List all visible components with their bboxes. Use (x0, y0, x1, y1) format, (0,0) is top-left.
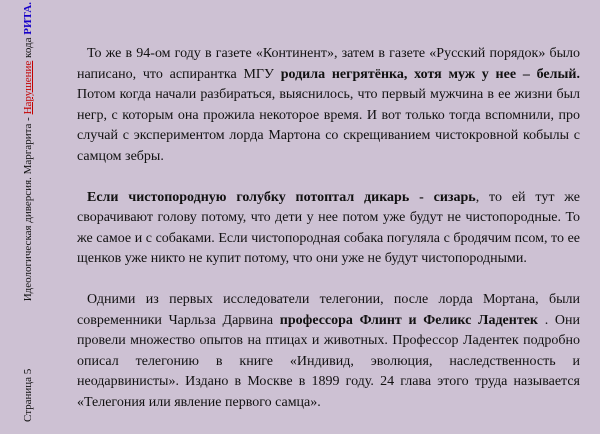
paragraph-3 (77, 290, 580, 413)
paragraph-bold: родила негрятёнка, хотя муж у нее – белый. (280, 66, 580, 82)
paragraph-text: Потом когда начали разбираться, выяснилось, что первый мужчина в ее жизни был негр, с которым она прожила некоторое время. И вот только тогда вспомнили, про случай с экспериментом лорда Мартона со скрещиванием чистокровной кобылы с самцом зебры. (77, 87, 580, 164)
title-mid: кода (22, 34, 34, 61)
title-blue: РИТА. (22, 1, 34, 35)
paragraph-text: То же в 94-ом году в газете «Континент», затем в газете «Русский порядок» было написано, что аспирантка МГУ (77, 46, 580, 82)
paragraph-bold: Если чистопородную голубку потоптал дикарь - сизарь (87, 189, 476, 205)
paragraph-text: . Они провели множество опытов на птицах и животных. Профессор Ладентек подробно описал телегонию в книге «Индивид, эволюция, наследственность и неодарвинисты». Издано в Москве в 1899 году. 24 глава этого труда называется «Телегония или явление первого самца». (77, 312, 580, 410)
document-body (77, 44, 580, 434)
paragraph-1 (77, 44, 580, 167)
page-number: Страница 5 (22, 368, 34, 422)
paragraph-bold: профессора Флинт и Феликс Ладентек (279, 312, 538, 328)
document-title (21, 2, 35, 301)
paragraph-text: , то ей тут же сворачивают голову потому, что дети у нее потом уже будут не чистопородные. То же самое и с собаками. Если чистопородная собака погуляла с бродячим псом, то ее щенков уже никто не купит потому, что они уже не будут чистопородными. (77, 189, 580, 266)
title-red: Нарушение (22, 60, 34, 114)
sidebar-text (21, 2, 35, 422)
sidebar (19, 0, 37, 423)
paragraph-text: Одними из первых исследователи телегонии, после лорда Мортана, были современники Чарльза Дарвина (77, 292, 580, 328)
title-main: Идеологическая диверсия. Маргарита - (22, 113, 34, 301)
paragraph-2 (77, 188, 580, 270)
